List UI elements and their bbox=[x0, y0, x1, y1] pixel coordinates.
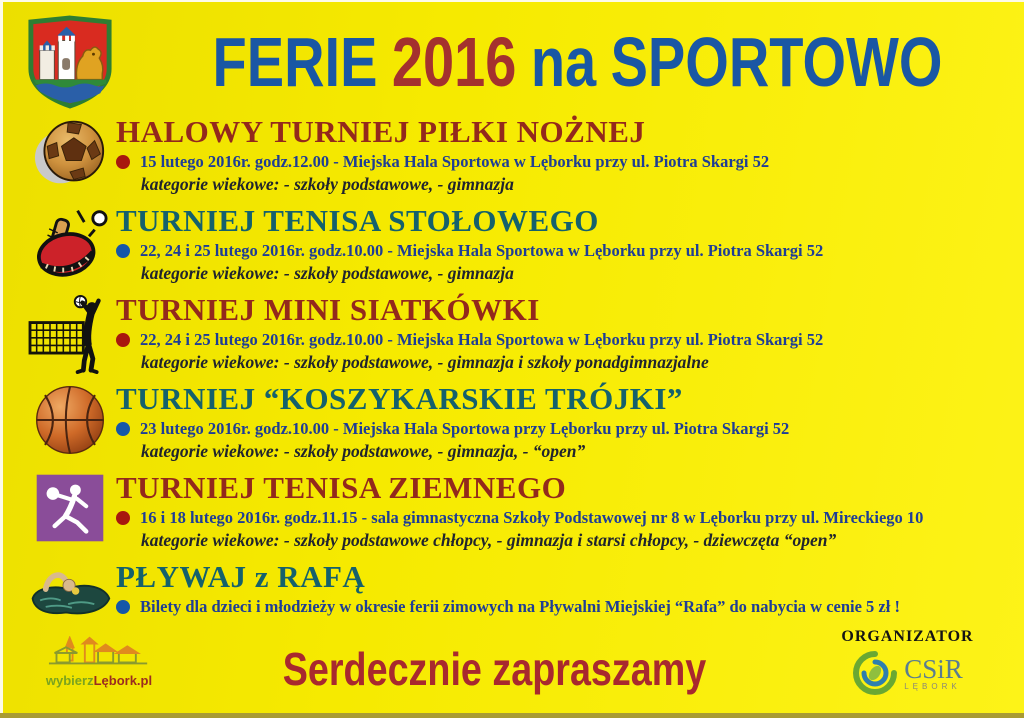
bullet-dot bbox=[116, 333, 130, 347]
event-detail-text: 22, 24 i 25 lutego 2016r. godz.10.00 - Miejska Hala Sportowa w Lęborku przy ul. Piotra Skargi 52 bbox=[140, 241, 824, 260]
poster-footer bbox=[24, 628, 1000, 696]
poster-header bbox=[24, 14, 1000, 110]
event-row-volleyball bbox=[24, 292, 1000, 374]
event-detail bbox=[116, 329, 1000, 350]
event-title: TURNIEJ MINI SIATKÓWKI bbox=[116, 292, 540, 327]
event-content bbox=[116, 114, 1000, 196]
event-content bbox=[116, 559, 1000, 621]
town-skyline-icon bbox=[47, 636, 151, 670]
event-detail-text: 23 lutego 2016r. godz.10.00 - Miejska Hala Sportowa przy Lęborku przy ul. Piotra Skargi 52 bbox=[140, 419, 790, 438]
site-logo-part2: Lębork.pl bbox=[93, 673, 153, 688]
event-title: HALOWY TURNIEJ PIŁKI NOŻNEJ bbox=[116, 114, 646, 149]
poster-title bbox=[205, 22, 949, 102]
event-categories: kategorie wiekowe: - szkoły podstawowe, - gimnazja, - “open” bbox=[141, 441, 586, 461]
event-row-tennis bbox=[24, 470, 1000, 552]
csir-logo bbox=[815, 650, 1000, 696]
organizer-block bbox=[815, 628, 1000, 696]
event-content bbox=[116, 381, 1000, 463]
event-row-swimming bbox=[24, 559, 1000, 621]
title-word-sportowo: SPORTOWO bbox=[610, 23, 943, 101]
event-detail bbox=[116, 151, 1000, 172]
event-detail-text: 15 lutego 2016r. godz.12.00 - Miejska Hala Sportowa w Lęborku przy ul. Piotra Skargi 52 bbox=[140, 152, 770, 171]
basketball-icon bbox=[24, 381, 116, 463]
event-title: TURNIEJ “KOSZYKARSKIE TRÓJKI” bbox=[116, 381, 683, 416]
table-tennis-paddle-icon bbox=[24, 203, 116, 285]
event-categories: kategorie wiekowe: - szkoły podstawowe, - gimnazja bbox=[141, 263, 514, 283]
event-categories: kategorie wiekowe: - szkoły podstawowe chłopcy, - gimnazja i starsi chłopcy, - dziewczęta “open” bbox=[141, 530, 837, 550]
bullet-dot bbox=[116, 600, 130, 614]
bullet-dot bbox=[116, 511, 130, 525]
wybierz-lebork-logo bbox=[24, 628, 174, 688]
event-title: TURNIEJ TENISA ZIEMNEGO bbox=[116, 470, 567, 505]
event-content bbox=[116, 203, 1000, 285]
tennis-player-icon bbox=[24, 470, 116, 552]
organizer-city: LĘBORK bbox=[904, 681, 961, 691]
event-detail bbox=[116, 240, 1000, 261]
title-word-na: na bbox=[530, 23, 597, 101]
event-detail-text: 16 i 18 lutego 2016r. godz.11.15 - sala gimnastyczna Szkoły Podstawowej nr 8 w Lęborku przy ul. Mireckiego 10 bbox=[140, 508, 924, 527]
bullet-dot bbox=[116, 244, 130, 258]
event-detail bbox=[116, 596, 1000, 617]
soccer-ball-icon bbox=[24, 114, 116, 196]
title-word-2016: 2016 bbox=[391, 23, 517, 101]
event-list bbox=[24, 114, 1000, 621]
organizer-name: CSiR bbox=[904, 653, 963, 684]
swimmer-icon bbox=[24, 559, 116, 621]
event-row-basketball bbox=[24, 381, 1000, 463]
bullet-dot bbox=[116, 155, 130, 169]
closing-message: Serdecznie zapraszamy bbox=[282, 643, 707, 695]
event-title: PŁYWAJ z RAFĄ bbox=[116, 559, 366, 594]
event-detail-text: Bilety dla dzieci i młodzieży w okresie ferii zimowych na Pływalni Miejskiej “Rafa” do nabycia w cenie 5 zł ! bbox=[140, 597, 900, 616]
event-detail-text: 22, 24 i 25 lutego 2016r. godz.10.00 - Miejska Hala Sportowa w Lęborku przy ul. Piotra Skargi 52 bbox=[140, 330, 824, 349]
event-detail bbox=[116, 507, 1000, 528]
bullet-dot bbox=[116, 422, 130, 436]
event-categories: kategorie wiekowe: - szkoły podstawowe, - gimnazja i szkoły ponadgimnazjalne bbox=[141, 352, 709, 372]
event-detail bbox=[116, 418, 1000, 439]
event-title: TURNIEJ TENISA STOŁOWEGO bbox=[116, 203, 599, 238]
event-row-table-tennis bbox=[24, 203, 1000, 285]
event-content bbox=[116, 292, 1000, 374]
csir-texts bbox=[904, 653, 963, 691]
csir-swirl-icon bbox=[852, 650, 898, 696]
organizer-label: ORGANIZATOR bbox=[841, 628, 974, 645]
event-content bbox=[116, 470, 1000, 552]
site-logo-text bbox=[24, 673, 174, 688]
lebork-coat-of-arms-icon bbox=[24, 15, 116, 109]
volleyball-net-player-icon bbox=[24, 292, 116, 374]
site-logo-part1: wybierz bbox=[45, 673, 94, 688]
title-word-ferie: FERIE bbox=[212, 23, 378, 101]
event-categories: kategorie wiekowe: - szkoły podstawowe, - gimnazja bbox=[141, 174, 514, 194]
event-row-football bbox=[24, 114, 1000, 196]
